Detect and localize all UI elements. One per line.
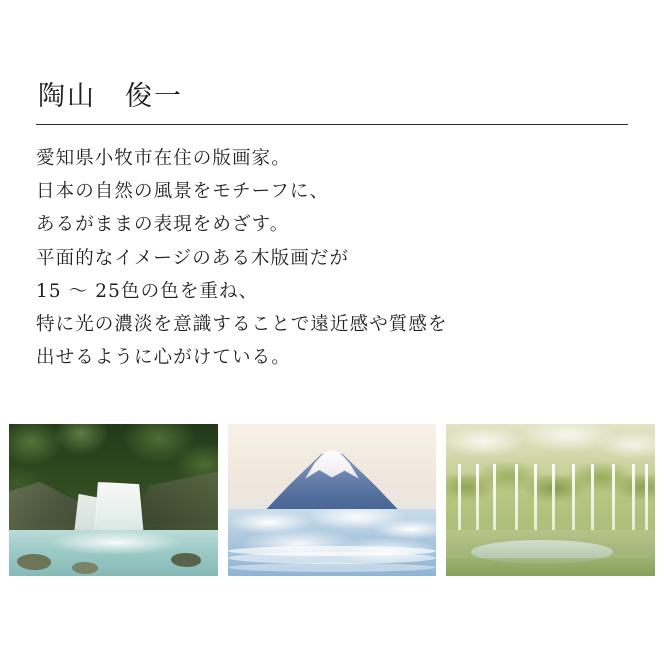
birch-trunk	[515, 464, 518, 534]
birch-trunk	[458, 464, 461, 534]
birch-trunk	[612, 464, 615, 534]
foreground-grass	[446, 558, 655, 576]
page-title: 陶山 俊一	[38, 81, 183, 112]
description-line: 愛知県小牧市在住の版画家。	[36, 148, 291, 169]
title-divider	[36, 124, 628, 125]
artwork-gallery	[9, 424, 655, 576]
artist-description	[36, 142, 636, 374]
artwork-birch-marsh	[446, 424, 655, 576]
birch-trunk	[645, 464, 648, 534]
stone	[171, 553, 201, 567]
artwork-waterfall	[9, 424, 218, 576]
description-line: 日本の自然の風景をモチーフに、	[36, 181, 330, 203]
birch-trunk	[493, 464, 496, 534]
description-line: 出せるように心がけている。	[36, 347, 291, 369]
birch-trunk	[572, 464, 575, 534]
birch-trunk	[476, 464, 479, 534]
water-foam	[47, 530, 185, 554]
description-line: 15 〜 25色の色を重ね、	[36, 280, 259, 302]
birch-trunks	[446, 464, 655, 534]
description-line: 平面的なイメージのある木版画だが	[36, 247, 350, 269]
description-line: 特に光の濃淡を意識することで遠近感や質感を	[36, 314, 448, 336]
title-block	[36, 78, 628, 125]
cloud-sea	[228, 509, 437, 576]
birch-trunk	[534, 464, 537, 534]
birch-trunk	[632, 464, 635, 534]
artwork-mount-fuji	[228, 424, 437, 576]
description-line: あるがままの表現をめざす。	[36, 214, 290, 236]
birch-trunk	[591, 464, 594, 534]
cloud-band	[228, 563, 437, 572]
birch-trunk	[552, 464, 555, 534]
stone	[17, 554, 51, 570]
